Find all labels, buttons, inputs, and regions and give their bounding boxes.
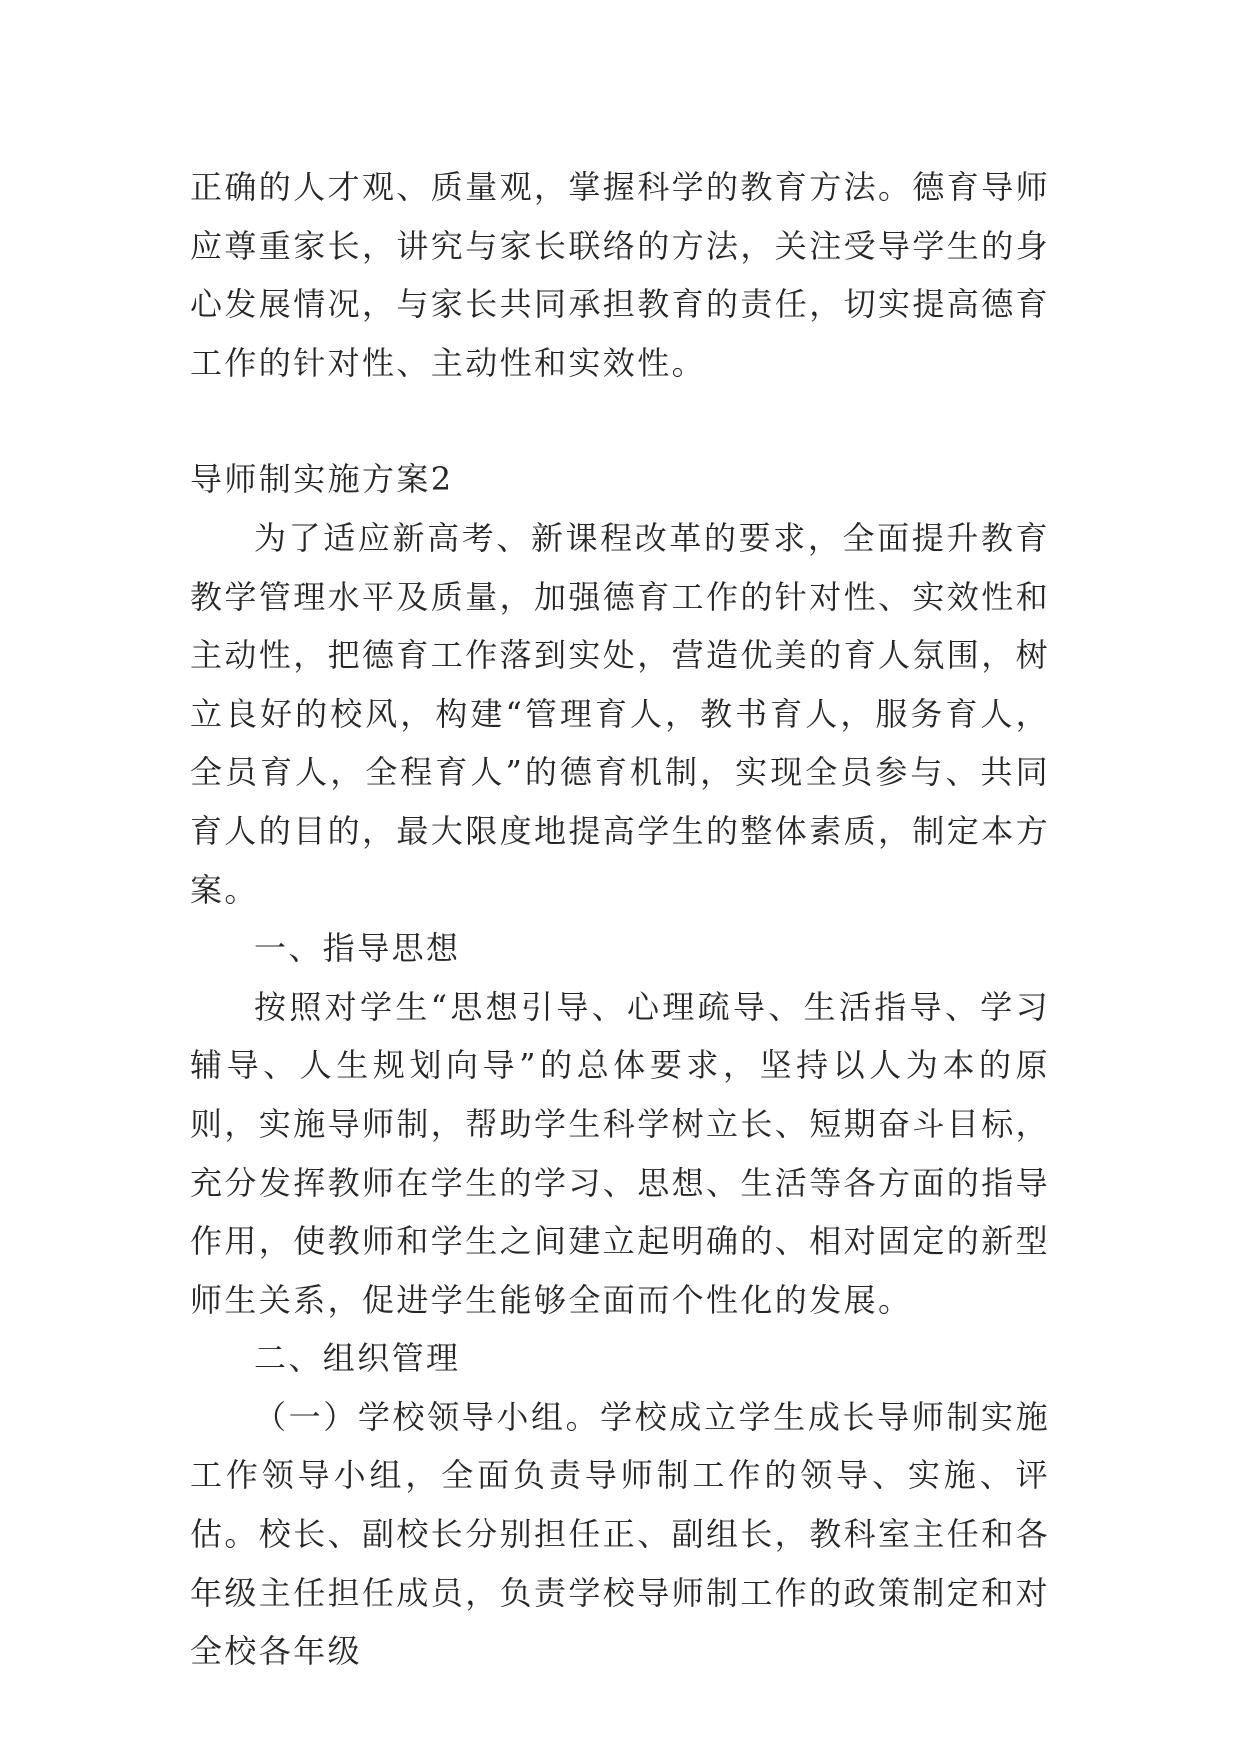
heading-organization-management: 二、组织管理 [254,1339,461,1378]
document-body [190,158,1050,1681]
intro-paragraph: 为了适应新高考、新课程改革的要求，全面提升教育教学管理水平及质量，加强德育工作的针对性、实效性和主动性，把德育工作落到实处，营造优美的育人氛围，树立良好的校风，构建“管理育人，教书育人，服务育人，全员育人，全程育人”的德育机制，实现全员参与、共同育人的目的，最大限度地提高学生的整体素质，制定本方案。 [190,518,1051,909]
section-title: 导师制实施方案2 [190,460,454,499]
paragraph-guiding-ideology: 按照对学生“思想引导、心理疏导、生活指导、学习辅导、人生规划向导”的总体要求，坚持以人为本的原则，实施导师制，帮助学生科学树立长、短期奋斗目标，充分发挥教师在学生的学习、思想、生活等各方面的指导作用，使教师和学生之间建立起明确的、相对固定的新型师生关系，促进学生能够全面而个性化的发展。 [190,987,1051,1319]
continued-paragraph: 正确的人才观、质量观，掌握科学的教育方法。德育导师应尊重家长，讲究与家长联络的方法，关注受导学生的身心发展情况，与家长共同承担教育的责任，切实提高德育工作的针对性、主动性和实效性。 [190,168,1051,382]
heading-guiding-ideology: 一、指导思想 [254,929,461,968]
paragraph-leadership-group: （一）学校领导小组。学校成立学生成长导师制实施工作领导小组，全面负责导师制工作的领导、实施、评估。校长、副校长分别担任正、副组长，教科室主任和各年级主任担任成员，负责学校导师制工作的政策制定和对全校各年级 [190,1397,1051,1671]
